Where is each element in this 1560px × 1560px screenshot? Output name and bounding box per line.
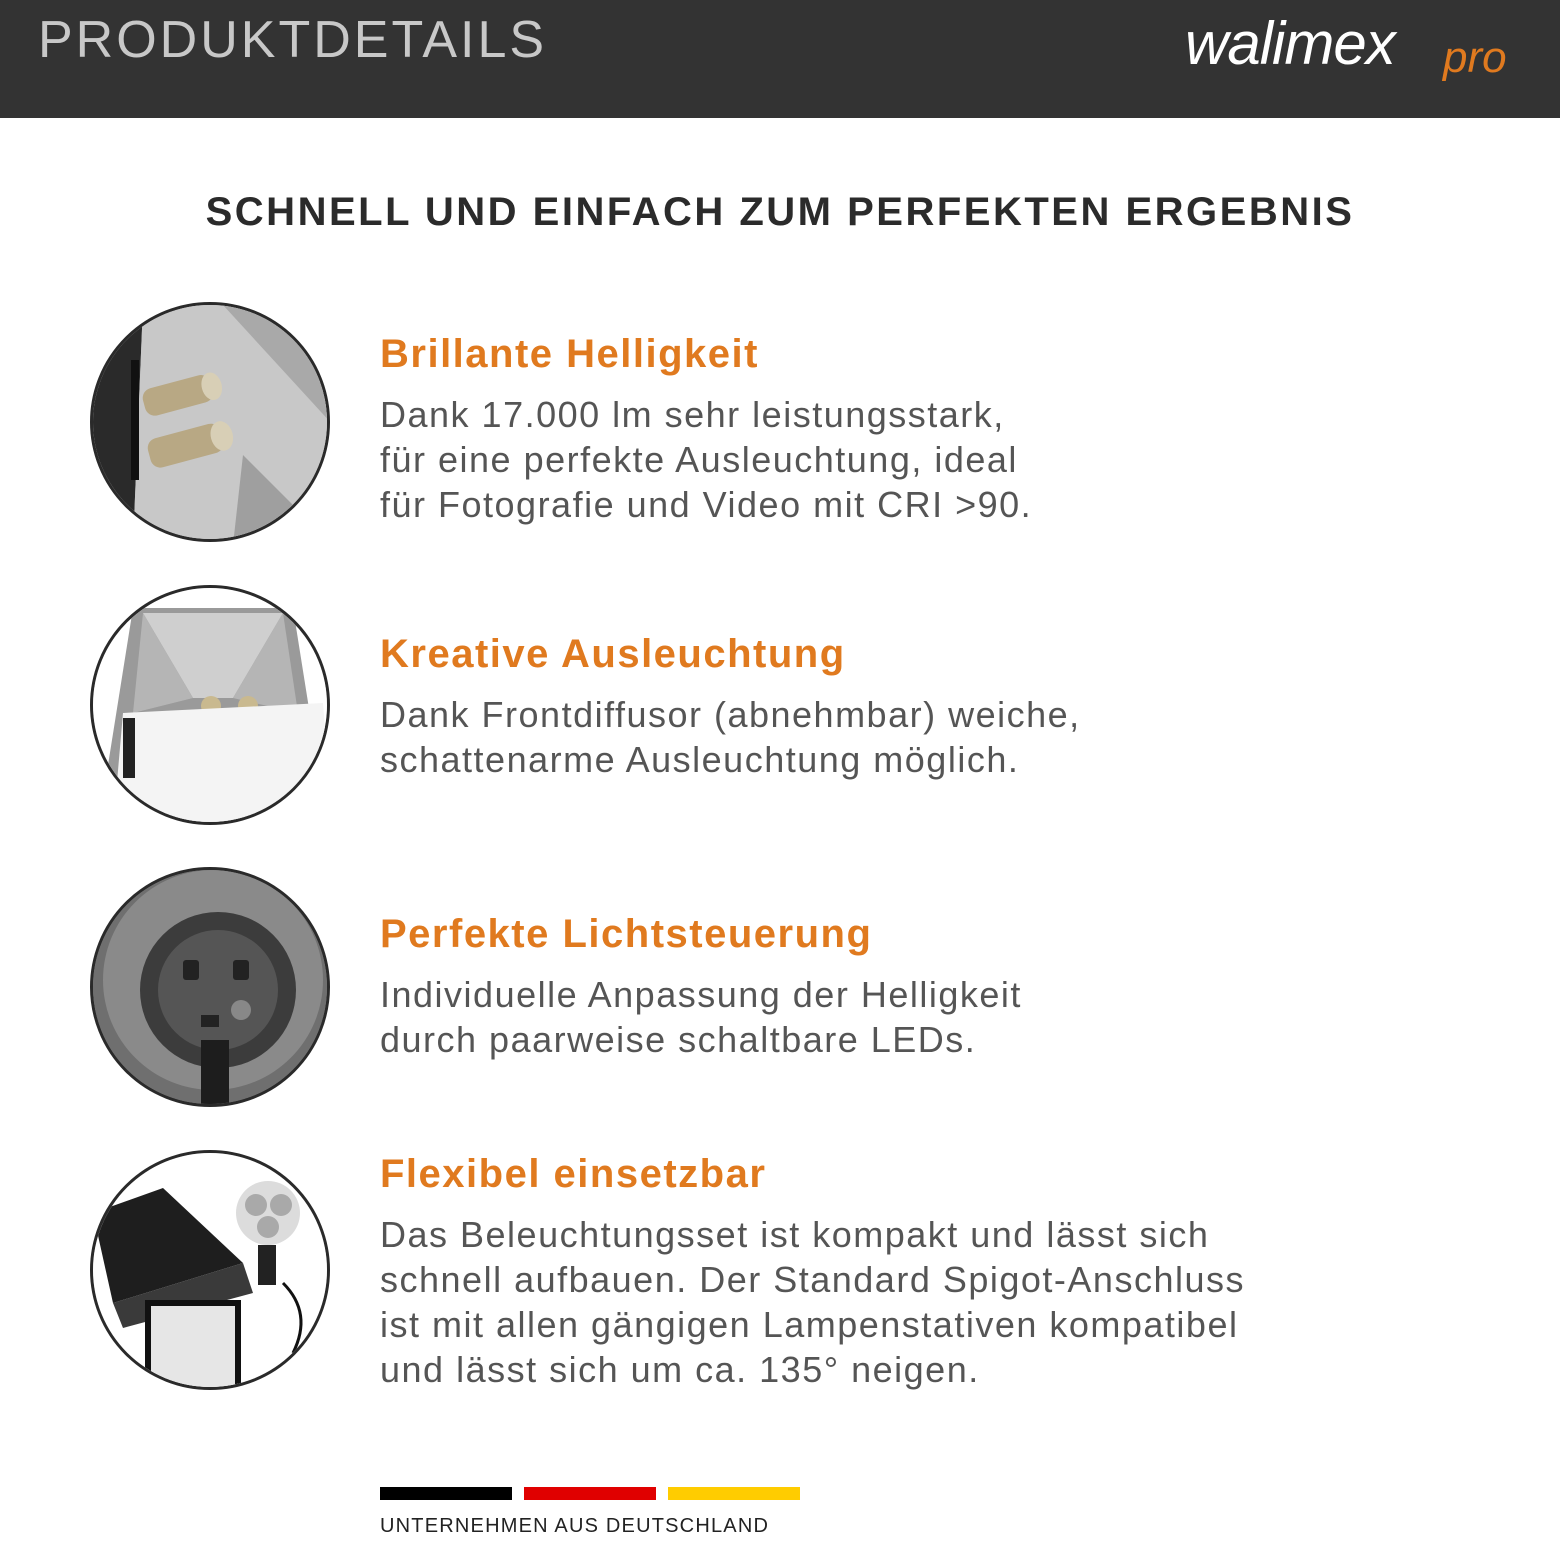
feature-line: Dank 17.000 lm sehr leistungsstark, (380, 394, 1005, 435)
flag-stripe-gold (668, 1487, 800, 1500)
feature-image-softbox-lamps (90, 302, 330, 542)
feature-description (380, 1212, 1245, 1392)
feature-title: Kreative Ausleuchtung (380, 632, 846, 676)
feature-image-lamp-control-panel (90, 867, 330, 1107)
feature-line: schnell aufbauen. Der Standard Spigot-Anschluss (380, 1259, 1245, 1300)
feature-line: für eine perfekte Ausleuchtung, ideal (380, 439, 1018, 480)
feature-line: durch paarweise schaltbare LEDs. (380, 1019, 977, 1060)
header-bar (0, 0, 1560, 118)
feature-line: Individuelle Anpassung der Helligkeit (380, 974, 1022, 1015)
footer-company-claim: UNTERNEHMEN AUS DEUTSCHLAND (380, 1515, 770, 1537)
feature-title: Perfekte Lichtsteuerung (380, 912, 873, 956)
feature-line: ist mit allen gängigen Lampenstativen kompatibel (380, 1304, 1239, 1345)
feature-line: Dank Frontdiffusor (abnehmbar) weiche, (380, 694, 1081, 735)
flag-stripe-red (524, 1487, 656, 1500)
feature-title: Flexibel einsetzbar (380, 1152, 767, 1196)
feature-line: schattenarme Ausleuchtung möglich. (380, 739, 1020, 780)
feature-description (380, 392, 1032, 527)
feature-image-front-diffuser (90, 585, 330, 825)
brand-logo (1185, 12, 1530, 82)
section-headline: SCHNELL UND EINFACH ZUM PERFEKTEN ERGEBNIS (205, 190, 1355, 234)
feature-description (380, 692, 1081, 782)
flag-stripe-black (380, 1487, 512, 1500)
feature-description (380, 972, 1022, 1062)
feature-image-lighting-set (90, 1150, 330, 1390)
feature-title: Brillante Helligkeit (380, 332, 759, 376)
feature-line: für Fotografie und Video mit CRI >90. (380, 484, 1033, 525)
logo-wordmark: walimex (1185, 10, 1395, 77)
feature-line: Das Beleuchtungsset ist kompakt und lässt sich (380, 1214, 1210, 1255)
page-title: PRODUKTDETAILS (38, 11, 548, 69)
feature-line: und lässt sich um ca. 135° neigen. (380, 1349, 980, 1390)
logo-suffix: pro (1443, 33, 1507, 82)
